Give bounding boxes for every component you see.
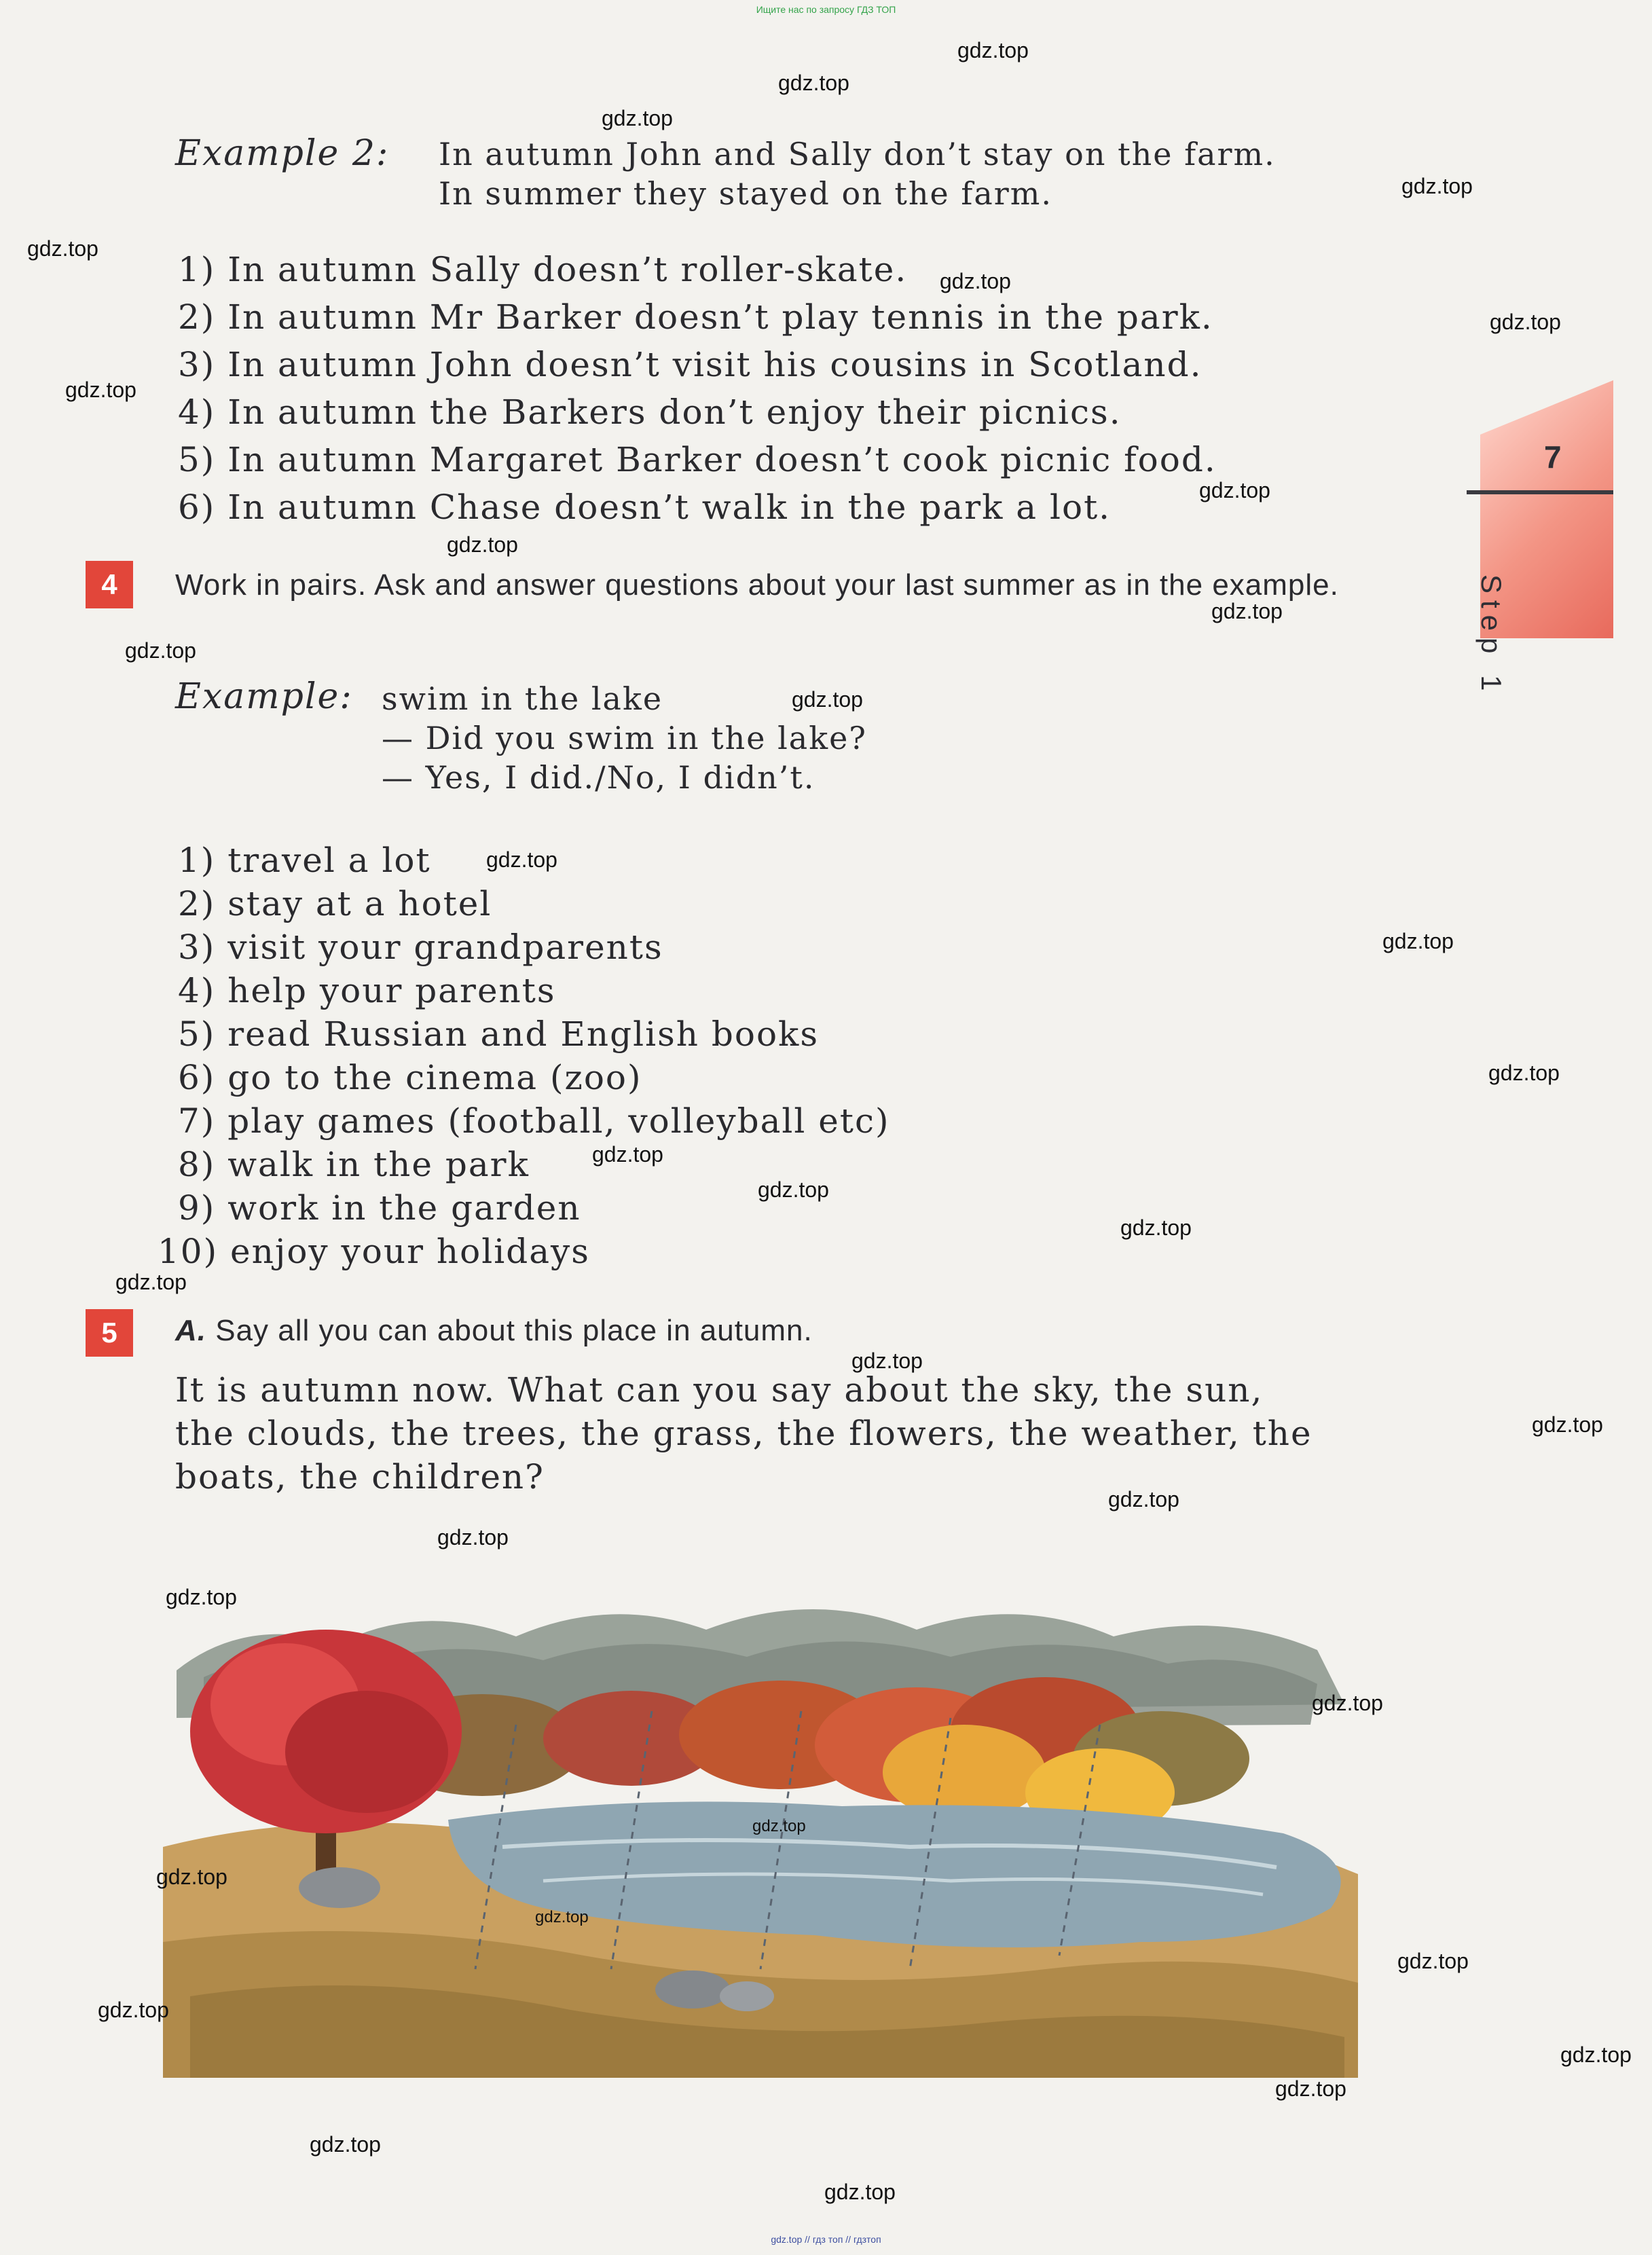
- ex4-item: 3) visit your grandparents: [178, 928, 663, 967]
- page-number: 7: [1544, 439, 1562, 475]
- ex4-item: 7) play games (football, volleyball etc): [178, 1101, 890, 1141]
- ex3-example-label: Example 2: [175, 133, 376, 174]
- ex3-item: 6) In autumn Chase doesn’t walk in the park a lot.: [178, 488, 1112, 527]
- watermark: gdz.top: [1560, 2042, 1632, 2067]
- header-note: Ищите нас по запросу ГДЗ ТОП: [756, 4, 896, 15]
- ex5-text-line: boats, the children?: [175, 1457, 545, 1497]
- watermark: gdz.top: [792, 687, 863, 712]
- watermark: gdz.top: [758, 1177, 829, 1202]
- ex3-item: 5) In autumn Margaret Barker doesn’t cook picnic food.: [178, 440, 1217, 479]
- watermark: gdz.top: [1488, 1061, 1560, 1085]
- watermark: gdz.top: [437, 1525, 509, 1550]
- watermark: gdz.top: [1397, 1949, 1469, 1973]
- ex4-item: 5) read Russian and English books: [178, 1014, 820, 1054]
- ex4-item: 4) help your parents: [178, 971, 556, 1010]
- watermark: gdz.top: [98, 1998, 169, 2022]
- ex5-text-line: It is autumn now. What can you say about the sky, the sun,: [175, 1370, 1264, 1410]
- step-label: Step 1: [1475, 574, 1507, 698]
- ex4-item: 1) travel a lot: [178, 841, 431, 880]
- ex4-example-line-2: — Did you swim in the lake?: [382, 720, 867, 756]
- ex5-text-line: the clouds, the trees, the grass, the flowers, the weather, the: [175, 1414, 1313, 1453]
- ex4-item: 2) stay at a hotel: [178, 884, 492, 923]
- watermark: gdz.top: [156, 1865, 227, 1889]
- watermark: gdz.top: [486, 847, 557, 872]
- watermark: gdz.top: [940, 269, 1011, 293]
- watermark: gdz.top: [1312, 1691, 1383, 1715]
- exercise-4-number: 4: [86, 561, 133, 608]
- footer-note: gdz.top // гдз топ // гдзтоп: [771, 2234, 881, 2245]
- watermark: gdz.top: [602, 106, 673, 130]
- ex3-item: 3) In autumn John doesn’t visit his cousins in Scotland.: [178, 345, 1203, 384]
- watermark: gdz.top: [447, 532, 518, 557]
- ex4-item: 9) work in the garden: [178, 1188, 581, 1228]
- watermark: gdz.top: [752, 1817, 806, 1835]
- ex3-item: 2) In autumn Mr Barker doesn’t play tennis in the park.: [178, 297, 1213, 337]
- watermark: gdz.top: [957, 38, 1029, 62]
- ex5-instruction: Say all you can about this place in autumn.: [215, 1314, 813, 1347]
- tab-divider: [1467, 490, 1613, 494]
- ex3-example-colon: :: [375, 133, 390, 174]
- watermark: gdz.top: [115, 1270, 187, 1294]
- ex3-item: 1) In autumn Sally doesn’t roller-skate.: [178, 250, 908, 289]
- ex3-example-heading: [175, 133, 389, 174]
- watermark: gdz.top: [27, 236, 98, 261]
- watermark: gdz.top: [778, 71, 849, 95]
- watermark: gdz.top: [535, 1908, 589, 1926]
- ex4-item: 8) walk in the park: [178, 1145, 530, 1184]
- watermark: gdz.top: [310, 2132, 381, 2157]
- ex4-instruction: Work in pairs. Ask and answer questions about your last summer as in the example.: [175, 568, 1339, 602]
- watermark: gdz.top: [1120, 1215, 1192, 1240]
- watermark: gdz.top: [125, 638, 196, 663]
- watermark: gdz.top: [1490, 310, 1561, 334]
- ex4-example-line-1: swim in the lake: [382, 680, 663, 717]
- watermark: gdz.top: [592, 1142, 663, 1167]
- ex4-example-line-3: — Yes, I did./No, I didn’t.: [382, 759, 815, 796]
- ex4-example-label: Example: [175, 676, 340, 717]
- watermark: gdz.top: [824, 2180, 896, 2204]
- watermark: gdz.top: [65, 378, 136, 402]
- ex4-item: 10) enjoy your holidays: [158, 1232, 590, 1271]
- ex5-part-label: A.: [175, 1314, 206, 1347]
- watermark: gdz.top: [1401, 174, 1473, 198]
- ex4-item: 6) go to the cinema (zoo): [178, 1058, 642, 1097]
- ex3-example-line-2: In summer they stayed on the farm.: [439, 175, 1053, 212]
- watermark: gdz.top: [1211, 599, 1283, 623]
- watermark: gdz.top: [1382, 929, 1454, 953]
- watermark: gdz.top: [1199, 478, 1270, 502]
- ex3-item: 4) In autumn the Barkers don’t enjoy their picnics.: [178, 392, 1122, 432]
- ex5-instruction-line: [175, 1312, 813, 1350]
- watermark: gdz.top: [1108, 1487, 1179, 1511]
- ex4-example-colon: :: [339, 676, 353, 717]
- watermark: gdz.top: [1532, 1412, 1603, 1437]
- exercise-5-number: 5: [86, 1309, 133, 1357]
- ex3-example-line-1: In autumn John and Sally don’t stay on the farm.: [439, 136, 1276, 172]
- watermark: gdz.top: [166, 1585, 237, 1609]
- watermark: gdz.top: [1275, 2076, 1346, 2101]
- watermark: gdz.top: [851, 1349, 923, 1373]
- ex4-example-heading: [175, 676, 353, 717]
